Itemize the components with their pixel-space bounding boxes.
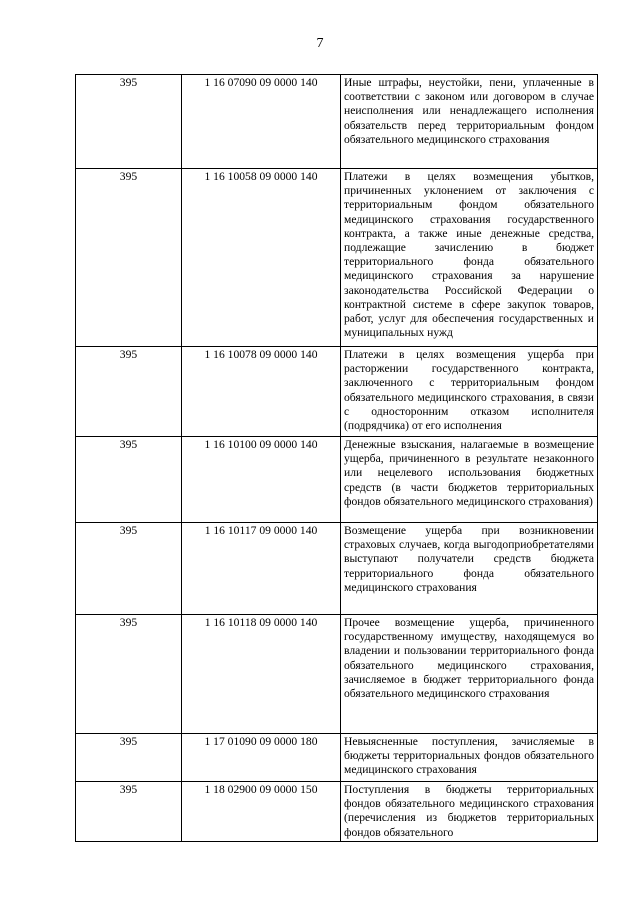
revenue-name-cell: Прочее возмещение ущерба, причиненного государственному имуществу, находящемуся во владении и пользовании территориального фонда обязательного медицинского страхования, зачисляемое в бюджет территориального фонда обязательного медицинского страхования <box>341 615 598 734</box>
revenue-name-cell: Платежи в целях возмещения ущерба при расторжении государственного контракта, заключенного с территориальным фондом обязательного медицинского страхования, в связи с односторонним отказом исполнителя (подрядчика) от его исполнения <box>341 347 598 437</box>
revenue-name-cell: Поступления в бюджеты территориальных фондов обязательного медицинского страхования (перечисления из бюджетов территориальных фондов обязательного <box>341 782 598 842</box>
admin-code-cell: 395 <box>76 347 182 437</box>
admin-code-cell: 395 <box>76 734 182 782</box>
admin-code-cell: 395 <box>76 523 182 615</box>
revenue-code-cell: 1 17 01090 09 0000 180 <box>182 734 341 782</box>
revenue-name-cell: Невыясненные поступления, зачисляемые в бюджеты территориальных фондов обязательного медицинского страхования <box>341 734 598 782</box>
table-row <box>76 782 598 842</box>
revenue-name-cell: Иные штрафы, неустойки, пени, уплаченные в соответствии с законом или договором в случае неисполнения или ненадлежащего исполнения обязательств перед территориальным фондом обязательного медицинского страхования <box>341 75 598 169</box>
revenue-name-cell: Платежи в целях возмещения убытков, причиненных уклонением от заключения с территориальным фондом обязательного медицинского страхования государственного контракта, а также иные денежные средства, подлежащие зачислению в бюджет территориального фонда обязательного медицинского страхования за нарушение законодательства Российской Федерации о контрактной системе в сфере закупок товаров, работ, услуг для обеспечения государственных и муниципальных нужд <box>341 169 598 347</box>
table-row <box>76 437 598 523</box>
table-row <box>76 169 598 347</box>
admin-code-cell: 395 <box>76 615 182 734</box>
revenue-code-cell: 1 16 10118 09 0000 140 <box>182 615 341 734</box>
table-row <box>76 523 598 615</box>
revenue-name-cell: Денежные взыскания, налагаемые в возмещение ущерба, причиненного в результате незаконного или нецелевого использования бюджетных средств (в части бюджетов территориальных фондов обязательного медицинского страхования) <box>341 437 598 523</box>
revenue-code-cell: 1 16 10078 09 0000 140 <box>182 347 341 437</box>
revenue-code-cell: 1 16 10058 09 0000 140 <box>182 169 341 347</box>
admin-code-cell: 395 <box>76 782 182 842</box>
page-number: 7 <box>316 36 324 51</box>
revenue-code-cell: 1 18 02900 09 0000 150 <box>182 782 341 842</box>
revenue-code-cell: 1 16 07090 09 0000 140 <box>182 75 341 169</box>
budget-revenue-table <box>75 74 598 842</box>
admin-code-cell: 395 <box>76 169 182 347</box>
admin-code-cell: 395 <box>76 75 182 169</box>
revenue-code-cell: 1 16 10117 09 0000 140 <box>182 523 341 615</box>
table-row <box>76 75 598 169</box>
admin-code-cell: 395 <box>76 437 182 523</box>
revenue-name-cell: Возмещение ущерба при возникновении страховых случаев, когда выгодоприобретателями выступают получатели средств бюджета территориального фонда обязательного медицинского страхования <box>341 523 598 615</box>
table-row <box>76 347 598 437</box>
table-row <box>76 734 598 782</box>
table-row <box>76 615 598 734</box>
revenue-code-cell: 1 16 10100 09 0000 140 <box>182 437 341 523</box>
